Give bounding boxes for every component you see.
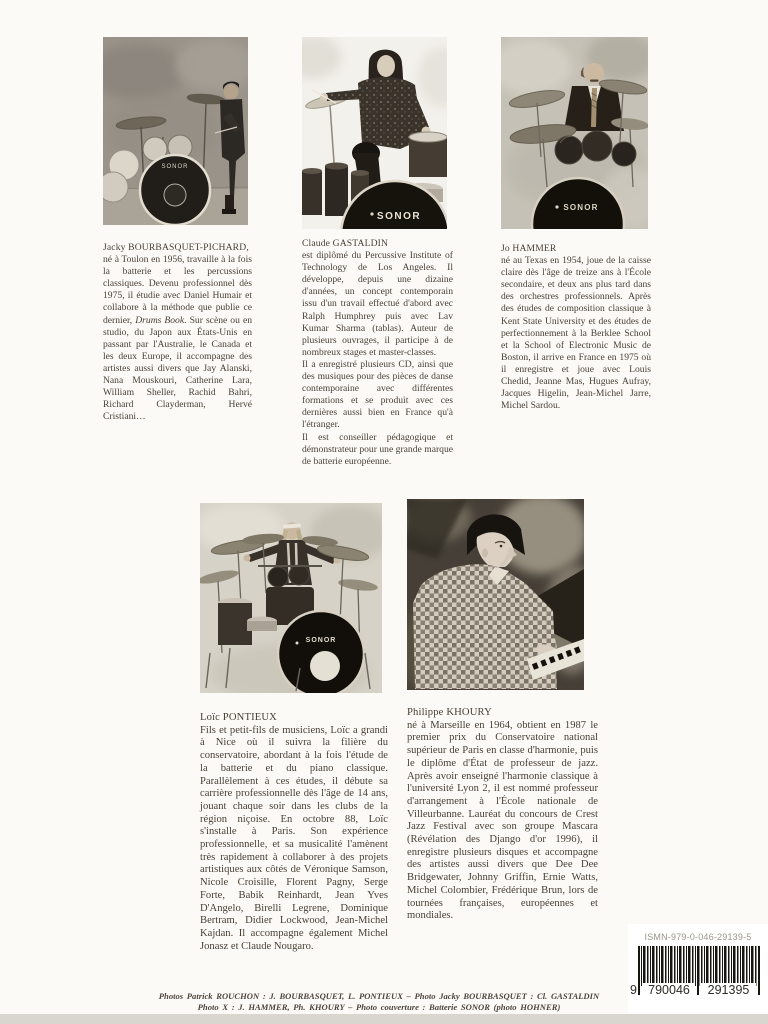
bio-name: Loïc PONTIEUX [200,712,277,723]
barcode-digit-group: 291395 [701,983,756,997]
photo-credits-line1: Photos Patrick ROUCHON : J. BOURBASQUET, L. PONTIEUX – Photo Jacky BOURBASQUET : Cl. GASTALDIN [158,991,600,1001]
bio-paragraph: né au Texas en 1954, joue de la caisse claire dès l'âge de treize ans à l'École secondaire, et deux ans plus tard dans des orchestres professionnels. Après des études de composition classique à Kent State University et des études de perfectionnement à la Berklee School et la School of Electronic Music de Boston, il arrive en France en 1975 où il enregistre et joue avec Louis Chedid, Jeanne Mas, Hugues Aufray, Jacques Higelin, Jean-Michel Jarre, Michel Sardou. [501,255,651,412]
photo-philippe-khoury [407,499,584,690]
ismn-label: ISMN-979-0-046-29139-5 [644,932,752,942]
sonor-logo: SONOR [563,203,599,212]
bio-paragraph: Il est conseiller pédagogique et démonstrateur pour une grande marque de batterie européenne. [302,431,453,467]
bio-paragraph: né à Marseille en 1964, obtient en 1987 le premier prix du Conservatoire national supérieur de Paris en classe d'harmonie, puis le diplôme d'État de professeur de jazz. Après avoir enseigné l'harmonie classique à l'université Lyon 2, il est nommé professeur d'arrangement à l'École nationale de Villeurbanne. Lauréat du concours de Crest Jazz Festival avec son groupe Mascara (Révélation des Django d'or 1996), il enregistre plusieurs disques et accompagne des artistes aussi divers que Dee Dee Bridgewater, Johnny Griffin, Ernie Watts, Michel Colombier, Frédérique Brun, lors de tournées françaises, européennes et mondiales. [407,719,598,922]
photo-loic-drawing [200,503,382,693]
bio-paragraph: Fils et petit-fils de musiciens, Loïc a grandi à Nice où il suivra la filière du conservatoire, abordant à la fois l'étude de la batterie et du piano classique. Parallèlement à ces études, il débute sa carrière professionnelle dès l'âge de 14 ans, jouant chaque soir dans les clubs de la région niçoise. En octobre 88, Loïc s'installe à Paris. Son expérience professionnelle, et sa musicalité l'amènent très rapidement à collaborer à des projets artistiques aux côtés de Véronique Samson, Nicole Croisille, Florent Pagny, Serge Forte, Babik Reinhardt, Jean Yves D'Angelo, Birelli Legrene, Dominique Bertram, Didier Lockwood, Jean-Michel Kajdan. Il accompagne également Michel Jonasz et Claude Nougaro. [200,724,388,952]
bio-philippe-khoury [407,707,598,923]
bio-paragraph: Il a enregistré plusieurs CD, ainsi que des musiques pour des pièces de danse contemporaine avec différentes formations et se produit avec ces dernières aussi bien en France qu'à l'étranger. [302,358,453,431]
barcode-digit-left: 9 [630,983,637,997]
bio-paragraph: . Sur scène ou en studio, du Japon aux États-Unis en passant par l'Australie, le Canada et les deux Europe, il accompagne des artistes aussi divers que Jay Alanski, Nana Mouskouri, Catherine Lara, William Sheller, Rachid Bahri, Richard Clayderman, Hervé Cristiani… [103,314,253,423]
bottom-edge-strip [0,1014,768,1024]
photo-claude-gastaldin [302,37,447,229]
photo-philippe-drawing [407,499,584,690]
photo-claude-drawing [302,37,447,229]
photo-jo-hammer [501,37,648,229]
photo-credits [74,991,684,1013]
bio-jo-hammer [501,243,651,412]
sonor-logo: SONOR [305,637,337,644]
bio-paragraph: né à Toulon en 1956, travaille à la fois la batterie et les percussions classiques. Devenu professionnel dès 1975, il étudie avec Daniel Humair et collabore à la méthode que publie ce dernier, [103,254,252,326]
photo-jo-drawing [501,37,648,229]
bio-paragraph: est diplômé du Percussive Institute of Technology de Los Angeles. Il développe, depuis une dizaine d'années, un concept contemporain issu d'un travail effectué d'abord avec Ralph Humphrey puis avec Lav Kumar Sharma (tablas). Auteur de plusieurs ouvrages, il participe à de nombreux stages et master-classes. [302,250,453,358]
bio-paragraph-italic: Drums Book [135,314,185,326]
photo-loic-pontieux [200,503,382,693]
photo-jacky-drawing [103,37,248,225]
bio-loic-pontieux [200,712,388,953]
barcode-bars [638,946,760,986]
sonor-logo: SONOR [161,164,189,170]
sonor-logo: SONOR [376,211,422,222]
bio-name: Philippe KHOURY [407,707,492,718]
bio-claude-gastaldin [302,238,453,468]
bio-name: Jo HAMMER [501,243,557,254]
photo-credits-line2: Photo X : J. HAMMER, Ph. KHOURY – Photo couverture : Batterie SONOR (photo HOHNER) [197,1002,561,1012]
bio-name: Jacky BOURBASQUET-PICHARD, [103,242,249,253]
barcode-digit-group: 790046 [643,983,695,997]
bio-jacky-bourbasquet [103,242,252,423]
bio-name: Claude GASTALDIN [302,238,389,249]
photo-jacky-bourbasquet [103,37,248,225]
